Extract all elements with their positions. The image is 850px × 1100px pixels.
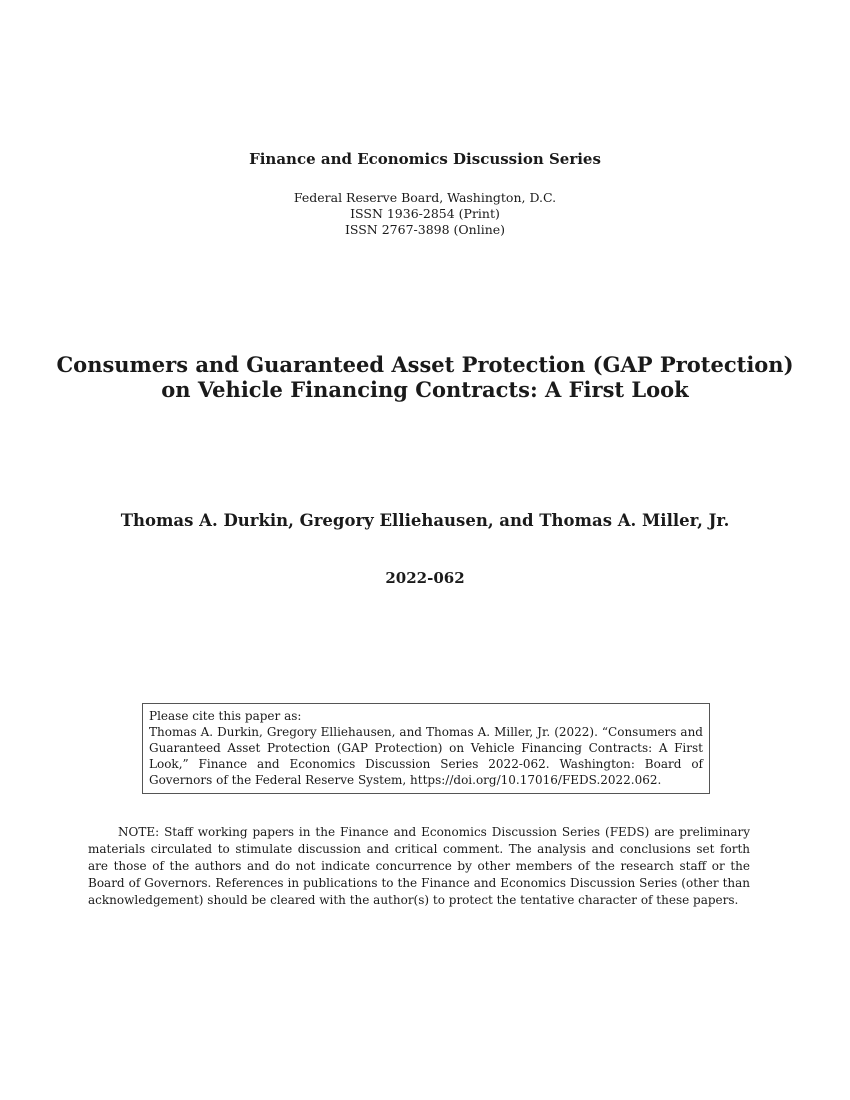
citation-text: Thomas A. Durkin, Gregory Elliehausen, and Thomas A. Miller, Jr. (2022). “Consumers and Guaranteed Asset Protection (GAP Protection) on Vehicle Financing Contracts: A First Look,” Finance and Economics Discussion Series 2022-062. Washington: Board of Governors of the Federal Reserve System, https://doi.org/10.17016/FEDS.2022.062. — [149, 725, 703, 787]
citation-box — [142, 703, 710, 794]
disclaimer-note: NOTE: Staff working papers in the Finance and Economics Discussion Series (FEDS) are preliminary materials circulated to stimulate discussion and critical comment. The analysis and conclusions set forth are those of the authors and do not indicate concurrence by other members of the research staff or the Board of Governors. References in publications to the Finance and Economics Discussion Series (other than acknowledgement) should be cleared with the author(s) to protect the tentative character of these papers. — [88, 825, 750, 907]
publisher-line: Federal Reserve Board, Washington, D.C. — [293, 190, 557, 205]
issn-online: ISSN 2767-3898 (Online) — [344, 222, 506, 237]
paper-number: 2022-062 — [385, 569, 465, 587]
paper-title — [40, 352, 810, 402]
publication-info — [0, 190, 850, 238]
paper-title-line-1: Consumers and Guaranteed Asset Protection (GAP Protection) — [56, 352, 794, 377]
issn-print: ISSN 1936-2854 (Print) — [350, 206, 500, 221]
series-title: Finance and Economics Discussion Series — [249, 150, 601, 168]
paper-title-line-2: on Vehicle Financing Contracts: A First Look — [161, 377, 689, 402]
authors: Thomas A. Durkin, Gregory Elliehausen, and Thomas A. Miller, Jr. — [120, 511, 730, 530]
citation-lead: Please cite this paper as: — [149, 709, 302, 723]
